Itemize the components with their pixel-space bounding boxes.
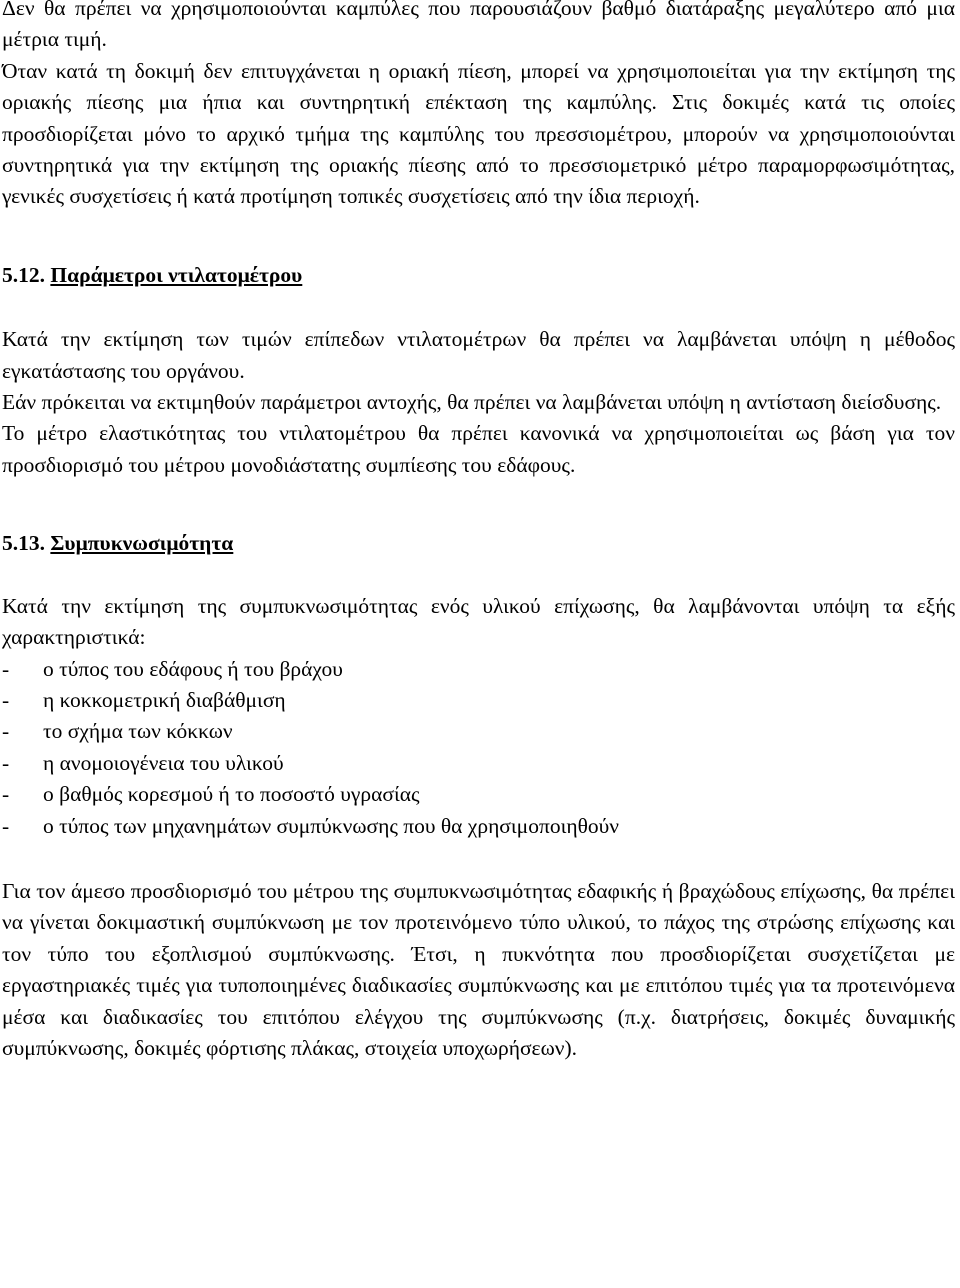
list-item-text: ο βαθμός κορεσμού ή το ποσοστό υγρασίας — [43, 782, 420, 807]
paragraph-dilatometer-strength: Εάν πρόκειται να εκτιμηθούν παράμετροι αντοχής, θα πρέπει να λαμβάνεται υπόψη η αντίσταση διείσδυσης. — [2, 390, 942, 415]
paragraph-compactability-intro: Κατά την εκτίμηση της συμπυκνωσιμότητας ενός υλικού επίχωσης, θα λαμβάνονται υπόψη τα εξής χαρακτηριστικά: — [2, 593, 955, 650]
list-item — [2, 685, 955, 716]
paragraph-dilatometer-installation: Κατά την εκτίμηση των τιμών επίπεδων ντιλατομέτρων θα πρέπει να λαμβάνεται υπόψη η μέθοδος εγκατάστασης του οργάνου. — [2, 327, 955, 383]
list-item-text: το σχήμα των κόκκων — [43, 719, 233, 744]
list-item-text: η κοκκομετρική διαβάθμιση — [43, 687, 286, 712]
paragraph-limit-pressure: Όταν κατά τη δοκιμή δεν επιτυγχάνεται η οριακή πίεση, μπορεί να χρησιμοποιείται για την εκτίμηση της οριακής πίεσης μια ήπια και συντηρητική επέκταση της καμπύλης. Στις δοκιμές κατά τις οποίες προσδιορίζεται μόνο το αρχικό τμήμα της καμπύλης του πρεσσιομέτρου, μπορούν να χρησιμοποιούνται συντηρητικά για την εκτίμηση της οριακής πίεσης από το πρεσσιομετρικό μέτρο παραμορφωσιμότητας, γενικές συσχετίσεις ή κατά προτίμηση τοπικές συσχετίσεις από την ίδια περιοχή. — [2, 58, 955, 209]
list-item — [2, 748, 955, 779]
section-title: Παράμετροι ντιλατομέτρου — [50, 262, 303, 287]
list-dash: - — [2, 719, 10, 744]
list-dash: - — [2, 687, 10, 712]
list-dash: - — [2, 813, 10, 838]
characteristics-list — [2, 654, 955, 842]
paragraph-dilatometer-modulus: Το μέτρο ελαστικότητας του ντιλατομέτρου θα πρέπει κανονικά να χρησιμοποιείται ως βάση για τον προσδιορισμό του μέτρου μονοδιάστατης συμπίεσης του εδάφους. — [2, 421, 955, 477]
list-item — [2, 779, 955, 810]
section-number: 5.12. — [2, 262, 45, 287]
list-item-text: η ανομοιογένεια του υλικού — [43, 750, 284, 775]
list-item — [2, 811, 955, 842]
list-dash: - — [2, 750, 10, 775]
section-heading-5-12 — [2, 260, 955, 291]
section-heading-5-13 — [2, 528, 955, 559]
document-page — [2, 0, 955, 1064]
paragraph-curve-disturbance: Δεν θα πρέπει να χρησιμοποιούνται καμπύλες που παρουσιάζουν βαθμό διατάραξης μεγαλύτερο από μια μέτρια τιμή. — [2, 0, 955, 52]
list-item — [2, 716, 955, 747]
spacer — [2, 291, 955, 324]
spacer — [2, 481, 955, 528]
spacer — [2, 842, 955, 876]
section-title: Συμπυκνωσιμότητα — [50, 531, 234, 556]
list-item — [2, 654, 955, 685]
spacer — [2, 560, 955, 591]
list-dash: - — [2, 656, 10, 681]
paragraph-compaction-trial: Για τον άμεσο προσδιορισμό του μέτρου της συμπυκνωσιμότητας εδαφικής ή βραχώδους επίχωσης, θα πρέπει να γίνεται δοκιμαστική συμπύκνωση με τον προτεινόμενο τύπο υλικού, το πάχος της στρώσης επίχωσης και τον τύπο του εξοπλισμού συμπύκνωσης. Έτσι, η πυκνότητα που προσδιορίζεται συσχετίζεται με εργαστηριακές τιμές για τυποποιημένες διαδικασίες συμπύκνωσης και με επιτόπου τιμές για τα προτεινόμενα μέσα και διαδικασίες του επιτόπου ελέγχου της συμπύκνωσης (π.χ. διατρήσεις, δοκιμές δυναμικής συμπύκνωσης, δοκιμές φόρτισης πλάκας, στοιχεία υποχωρήσεων). — [2, 878, 955, 1060]
list-dash: - — [2, 782, 10, 807]
spacer — [2, 213, 955, 260]
section-number: 5.13. — [2, 531, 45, 556]
list-item-text: ο τύπος των μηχανημάτων συμπύκνωσης που θα χρησιμοποιηθούν — [43, 813, 620, 838]
list-item-text: ο τύπος του εδάφους ή του βράχου — [43, 656, 343, 681]
